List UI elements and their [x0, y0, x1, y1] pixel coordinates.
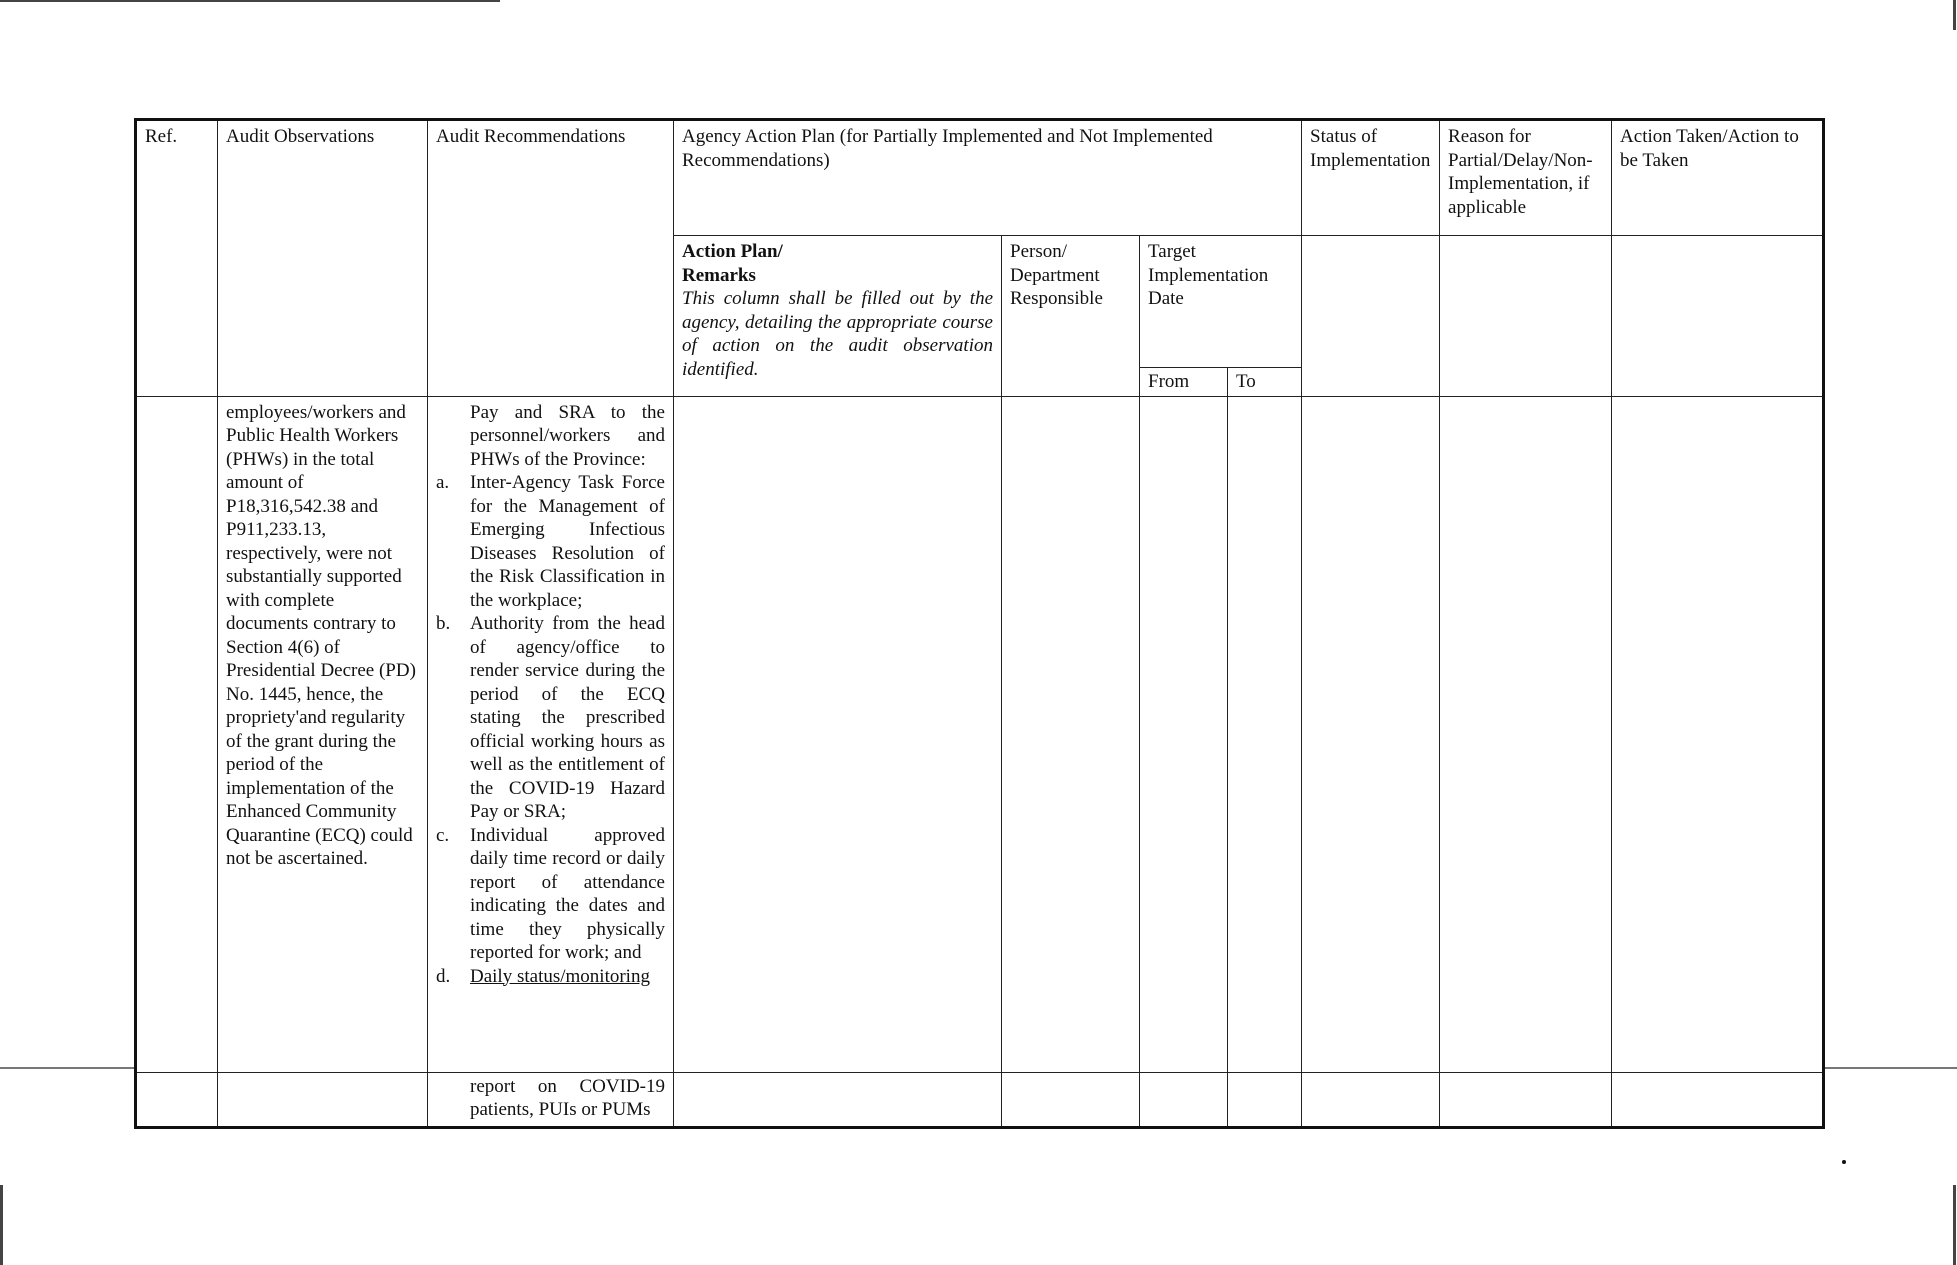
header-to: To — [1228, 368, 1302, 397]
header-audit-recommendations: Audit Recommendations — [428, 120, 674, 397]
row2-recommendations — [428, 1072, 674, 1127]
row-action-taken — [1612, 396, 1824, 1072]
recommendation-letter: a. — [436, 472, 450, 493]
list-item — [436, 824, 665, 965]
recommendation-continuation: report on COVID-19 patients, PUIs or PUMs — [470, 1075, 665, 1120]
recommendation-text: Inter-Agency Task Force for the Management of Emerging Infectious Diseases Resolution of the Risk Classification in the workplace; — [470, 472, 665, 611]
header-ref: Ref. — [136, 120, 218, 397]
row-ref — [136, 396, 218, 1072]
row2-status — [1302, 1072, 1440, 1127]
header-person-responsible: Person/ Department Responsible — [1002, 236, 1140, 397]
list-item — [436, 471, 665, 612]
row-from — [1140, 396, 1228, 1072]
row-action-plan — [674, 396, 1002, 1072]
header-action-taken: Action Taken/Action to be Taken — [1612, 120, 1824, 236]
row2-observation — [218, 1072, 428, 1127]
recommendation-text: Daily status/monitoring — [470, 965, 650, 987]
row2-ref — [136, 1072, 218, 1127]
status-header-blank — [1302, 236, 1440, 397]
scan-edge-right-bottom — [1953, 1185, 1956, 1265]
recommendation-list — [436, 471, 665, 988]
recommendation-letter: b. — [436, 613, 451, 634]
header-action-plan-remarks — [674, 236, 1002, 397]
recommendation-letter: d. — [436, 965, 451, 987]
table-row — [136, 1072, 1824, 1127]
header-reason: Reason for Partial/Delay/Non-Implementation, if applicable — [1440, 120, 1612, 236]
row-observation: employees/workers and Public Health Workers (PHWs) in the total amount of P18,316,542.38 and P911,233.13, respectively, were not substantially supported with complete documents contrary to Section 4(6) of Presidential Decree (PD) No. 1445, hence, the propriety'and regularity of the grant during the period of the implementation of the Enhanced Community Quarantine (ECQ) could not be ascertained. — [218, 396, 428, 1072]
row-to — [1228, 396, 1302, 1072]
header-target-date: Target Implementation Date — [1140, 236, 1302, 368]
row2-action-plan — [674, 1072, 1002, 1127]
header-from: From — [1140, 368, 1228, 397]
row-person-responsible — [1002, 396, 1140, 1072]
scan-edge-right-top — [1953, 0, 1956, 30]
header-audit-observations: Audit Observations — [218, 120, 428, 397]
recommendation-text: Authority from the head of agency/office to render service during the period of the ECQ stating the prescribed official working hours as well as the entitlement of the COVID-19 Hazard Pay or SRA; — [470, 613, 665, 822]
scan-edge-top — [0, 0, 500, 2]
recommendation-text: Individual approved daily time record or daily report of attendance indicating the dates and time they physically reported for work; and — [470, 824, 665, 963]
reason-header-blank — [1440, 236, 1612, 397]
header-status: Status of Implementation — [1302, 120, 1440, 236]
row2-action-taken — [1612, 1072, 1824, 1127]
audit-action-plan-table — [134, 118, 1825, 1129]
scan-speck — [1842, 1160, 1846, 1164]
row-recommendations — [428, 396, 674, 1072]
page-fold-line-right — [1822, 1067, 1957, 1069]
scan-edge-left — [0, 1185, 3, 1265]
action-taken-header-blank — [1612, 236, 1824, 397]
row2-from — [1140, 1072, 1228, 1127]
recommendation-letter: c. — [436, 824, 450, 846]
row2-person-responsible — [1002, 1072, 1140, 1127]
row-reason — [1440, 396, 1612, 1072]
row2-reason — [1440, 1072, 1612, 1127]
page-fold-line-left — [0, 1067, 134, 1069]
header-agency-action-plan: Agency Action Plan (for Partially Implemented and Not Implemented Recommendations) — [674, 120, 1302, 236]
list-item — [436, 612, 665, 824]
header-action-plan: Action Plan/ — [682, 241, 783, 262]
row2-to — [1228, 1072, 1302, 1127]
recommendation-intro: Pay and SRA to the personnel/workers and PHWs of the Province: — [470, 401, 665, 470]
row-status — [1302, 396, 1440, 1072]
header-remarks: Remarks — [682, 264, 756, 286]
header-action-plan-note: This column shall be filled out by the agency, detailing the appropriate course of action on the audit observation identified. — [682, 288, 993, 380]
table-row — [136, 396, 1824, 1072]
list-item — [436, 965, 665, 989]
